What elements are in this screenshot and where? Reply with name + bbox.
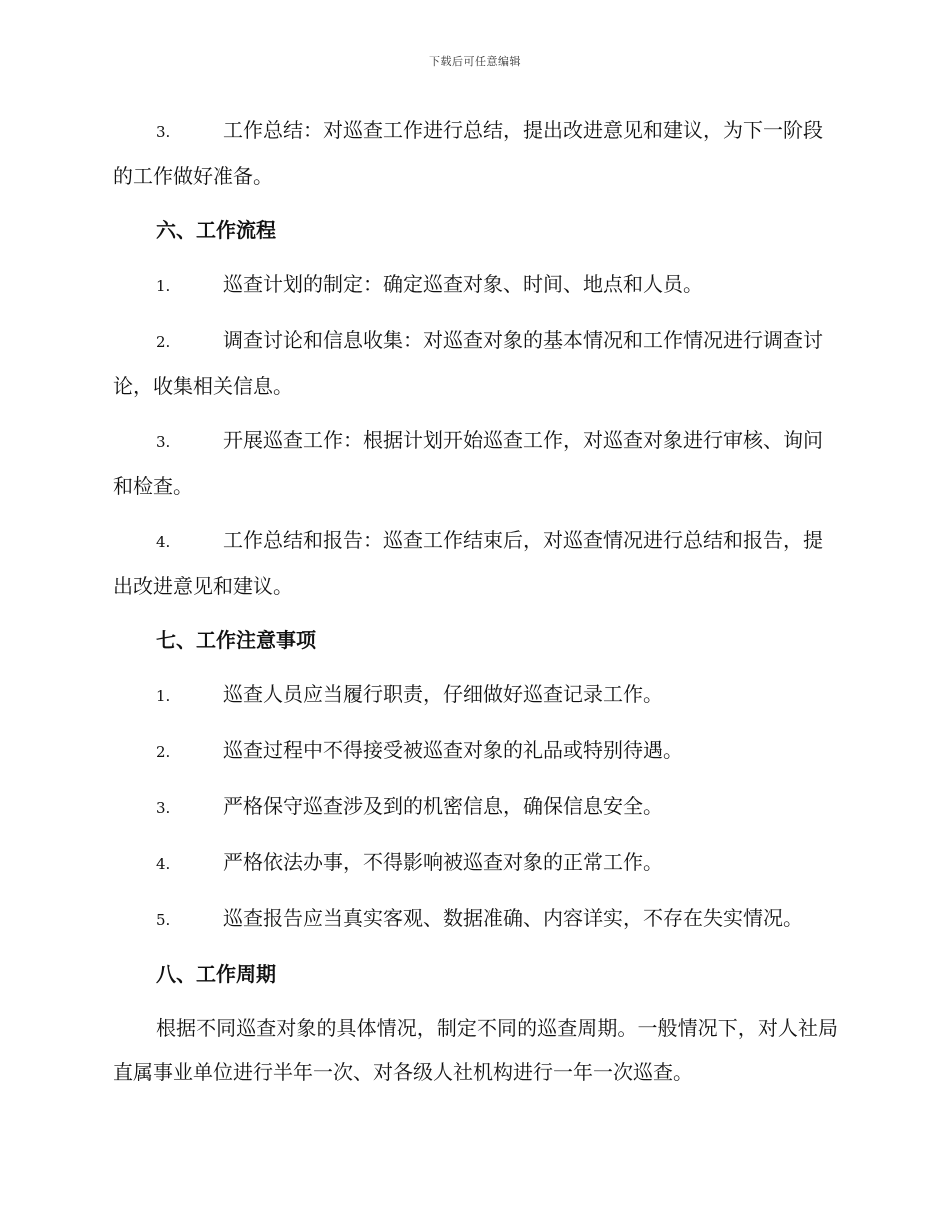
list-item-number: 3. xyxy=(156,433,171,451)
notes-list-item xyxy=(113,896,838,942)
list-item-text: 开展巡查工作：根据计划开始巡查工作，对巡查对象进行审核、询问和检查。 xyxy=(113,428,823,498)
notes-list-item xyxy=(113,728,838,774)
list-item-number: 3. xyxy=(156,799,171,817)
list-item-text: 工作总结：对巡查工作进行总结，提出改进意见和建议，为下一阶段的工作做好准备。 xyxy=(113,118,823,188)
process-list-item xyxy=(113,518,838,608)
list-item-number: 5. xyxy=(156,911,171,929)
list-item-text: 严格保守巡查涉及到的机密信息，确保信息安全。 xyxy=(223,794,663,818)
notes-list-item xyxy=(113,784,838,830)
notes-list-item xyxy=(113,840,838,886)
document-body xyxy=(113,108,838,1104)
list-item-number: 4. xyxy=(156,533,171,551)
list-item-number: 2. xyxy=(156,333,171,351)
list-item-text: 严格依法办事，不得影响被巡查对象的正常工作。 xyxy=(223,850,663,874)
page-header: 下载后可任意编辑 xyxy=(429,55,521,68)
process-list-item xyxy=(113,262,838,308)
list-item-number: 1. xyxy=(156,687,171,705)
section-heading-cycle: 八、工作周期 xyxy=(156,962,276,986)
list-item-number: 3. xyxy=(156,123,171,141)
list-item-number: 2. xyxy=(156,743,171,761)
summary-list-item xyxy=(113,108,838,198)
notes-list-item xyxy=(113,672,838,718)
section-heading-process: 六、工作流程 xyxy=(156,218,276,242)
process-list-item xyxy=(113,418,838,508)
list-item-text: 工作总结和报告：巡查工作结束后，对巡查情况进行总结和报告，提出改进意见和建议。 xyxy=(113,528,823,598)
list-item-text: 巡查过程中不得接受被巡查对象的礼品或特别待遇。 xyxy=(223,738,683,762)
list-item-text: 巡查报告应当真实客观、数据准确、内容详实，不存在失实情况。 xyxy=(223,906,803,930)
list-item-number: 1. xyxy=(156,277,171,295)
section-heading-notes: 七、工作注意事项 xyxy=(156,628,316,652)
list-item-text: 巡查计划的制定：确定巡查对象、时间、地点和人员。 xyxy=(223,272,703,296)
process-list-item xyxy=(113,318,838,408)
list-item-text: 巡查人员应当履行职责，仔细做好巡查记录工作。 xyxy=(223,682,663,706)
list-item-number: 4. xyxy=(156,855,171,873)
list-item-text: 调查讨论和信息收集：对巡查对象的基本情况和工作情况进行调查讨论，收集相关信息。 xyxy=(113,328,823,398)
cycle-paragraph: 根据不同巡查对象的具体情况，制定不同的巡查周期。一般情况下，对人社局直属事业单位进行半年一次、对各级人社机构进行一年一次巡查。 xyxy=(113,1016,838,1084)
